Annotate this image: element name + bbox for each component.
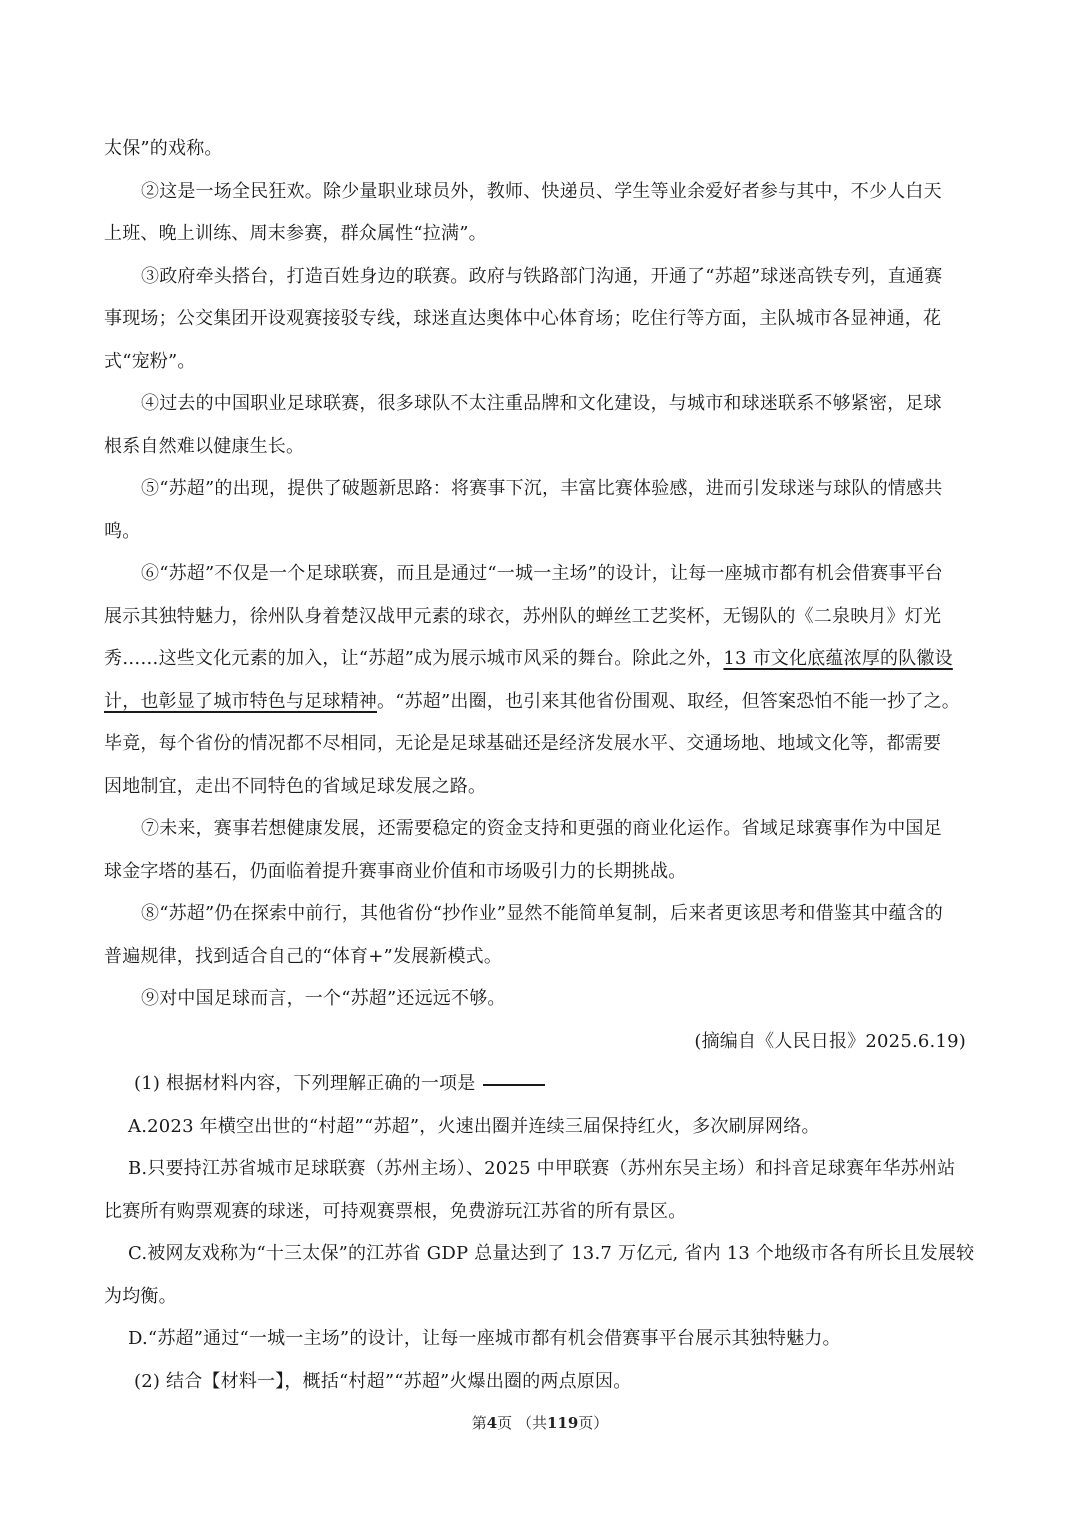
paragraph-line (104, 681, 976, 724)
paragraph-4: ④过去的中国职业足球联赛，很多球队不太注重品牌和文化建设，与城市和球迷联系不够紧密，足球 (141, 393, 942, 414)
option-c-continued: 为均衡。 (104, 1285, 177, 1307)
paragraph-line: 展示其独特魅力，徐州队身着楚汉战甲元素的球衣，苏州队的蝉丝工艺奖杯，无锡队的《二泉映月》灯光 (104, 605, 942, 627)
paragraph-line: 因地制宜，走出不同特色的省域足球发展之路。 (104, 775, 487, 797)
paragraph-8: ⑧“苏超”仍在探索中前行，其他省份“抄作业”显然不能简单复制，后来者更该思考和借鉴其中蕴含的 (141, 903, 944, 924)
question-1 (104, 1063, 976, 1106)
paragraph-line: 球金字塔的基石，仍面临着提升赛事商业价值和市场吸引力的长期挑战。 (104, 860, 687, 882)
paragraph-3: ③政府牵头搭台，打造百姓身边的联赛。政府与铁路部门沟通，开通了“苏超”球迷高铁专列，直通赛 (141, 265, 943, 287)
paragraph-text: 。“苏超”出圈，也引来其他省份围观、取经，但答案恐怕不能一抄了之。 (377, 690, 961, 712)
paragraph-line (104, 638, 976, 681)
option-b: B.只要持江苏省城市足球联赛（苏州主场）、2025 中甲联赛（苏州东吴主场）和抖音足球赛年华苏州站 (128, 1158, 956, 1179)
paragraph-line: 事现场；公交集团开设观赛接驳专线，球迷直达奥体中心体育场；吃住行等方面，主队城市各显神通，花 (104, 308, 942, 329)
paragraph-9: ⑨对中国足球而言，一个“苏超”还远远不够。 (141, 988, 506, 1009)
paragraph-line: 普遍规律，找到适合自己的“体育+”发展新模式。 (104, 945, 503, 967)
question-text: (1) 根据材料内容，下列理解正确的一项是 (134, 1073, 476, 1094)
total-pages: 119 (546, 1414, 579, 1432)
paragraph-line: 式“宠粉”。 (104, 350, 196, 372)
paragraph-line: 毕竟，每个省份的情况都不尽相同，无论是足球基础还是经济发展水平、交通场地、地域文化等，都需要 (104, 733, 942, 754)
footer-suffix: 页） (578, 1414, 609, 1432)
page-number: 4 (486, 1414, 498, 1432)
option-d: D.“苏超”通过“一城一主场”的设计，让每一座城市都有机会借赛事平台展示其独特魅力。 (128, 1328, 841, 1349)
underlined-sentence: 13 市文化底蕴浓厚的队徽设 (723, 648, 953, 669)
paragraph-7: ⑦未来，赛事若想健康发展，还需要稳定的资金支持和更强的商业化运作。省域足球赛事作为中国足 (141, 818, 942, 839)
paragraph-line: 太保”的戏称。 (104, 138, 223, 159)
paragraph-2: ②这是一场全民狂欢。除少量职业球员外，教师、快递员、学生等业余爱好者参与其中，不少人白天 (141, 180, 942, 202)
option-b-continued: 比赛所有购票观赛的球迷，可持观赛票根，免费游玩江苏省的所有景区。 (104, 1200, 687, 1222)
underlined-sentence: 计，也彰显了城市特色与足球精神 (104, 690, 377, 712)
question-2: (2) 结合【材料一】，概括“村超”“苏超”火爆出圈的两点原因。 (134, 1370, 632, 1392)
paragraph-text: 秀……这些文化元素的加入，让“苏超”成为展示城市风采的舞台。除此之外， (104, 648, 724, 669)
paragraph-5: ⑤“苏超”的出现，提供了破题新思路：将赛事下沉，丰富比赛体验感，进而引发球迷与球队的情感共 (141, 478, 943, 499)
answer-blank[interactable] (483, 1084, 545, 1086)
paragraph-line: 根系自然难以健康生长。 (104, 435, 305, 457)
paragraph-line: 鸣。 (104, 520, 141, 542)
page-footer (0, 1412, 1080, 1433)
paragraph-6: ⑥“苏超”不仅是一个足球联赛，而且是通过“一城一主场”的设计，让每一座城市都有机会借赛事平台 (141, 563, 944, 584)
footer-middle: 页 （共 (497, 1414, 547, 1432)
option-a: A.2023 年横空出世的“村超”“苏超”，火速出圈并连续三届保持红火，多次刷屏网络。 (128, 1115, 820, 1137)
option-c: C.被网友戏称为“十三太保”的江苏省 GDP 总量达到了 13.7 万亿元, 省内 13 个地级市各有所长且发展较 (128, 1243, 975, 1264)
paragraph-line: 上班、晚上训练、周末参赛，群众属性“拉满”。 (104, 223, 487, 244)
source-citation: (摘编自《人民日报》2025.6.19) (694, 1030, 966, 1052)
footer-prefix: 第 (471, 1414, 487, 1432)
